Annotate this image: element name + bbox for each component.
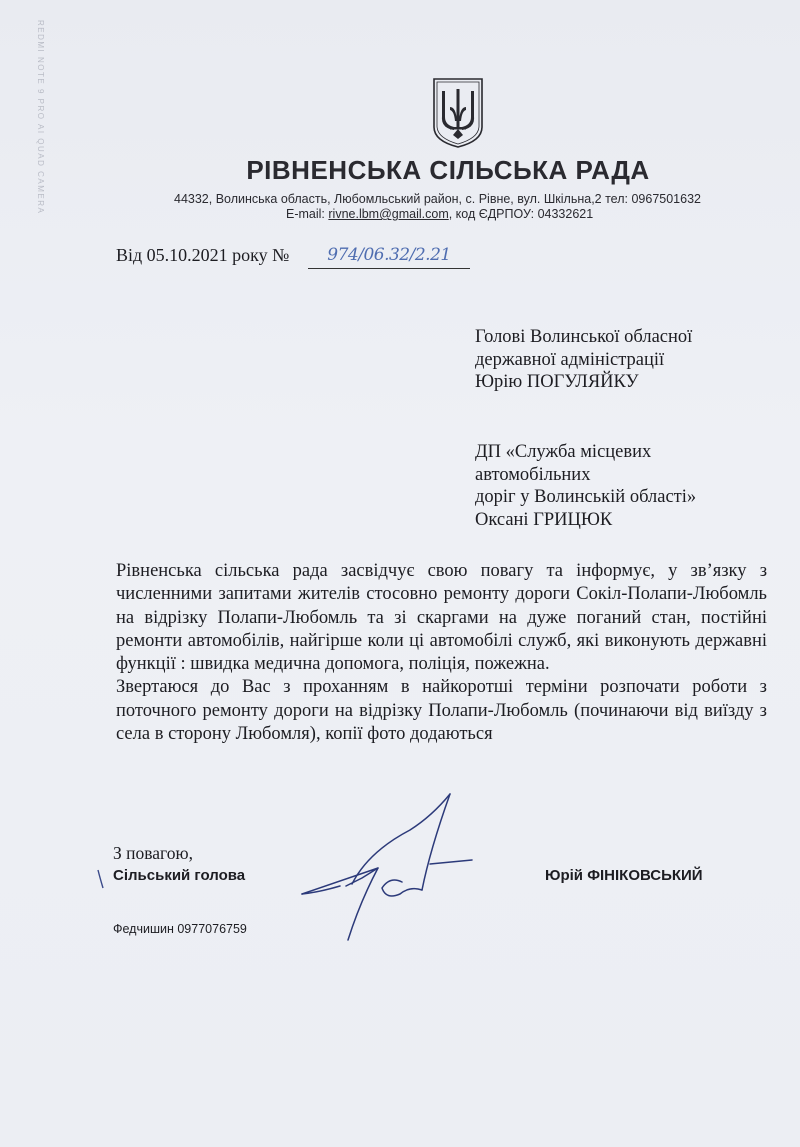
body-paragraph: Рівненська сільська рада засвідчує свою повагу та інформує, у зв’язку з численними запитами жителів стосовно ремонту дороги Сокіл-Полапи-Любомль на відрізку Полапи-Любомль та зі скаргами на дуже поганий стан, постійні ремонти автомобілів, найгірше коли ці автомобілі служб, які виконують державні функції : швидка медична допомога, поліція, пожежна. [116,561,767,675]
signer-role: Сільський голова [113,867,246,884]
edrpou-code: , код ЄДРПОУ: 04332621 [448,207,594,221]
pen-mark-icon [95,868,107,890]
addressee-line: Оксані ГРИЦЮК [475,509,613,530]
letter-body [116,560,767,746]
address-line: 44332, Волинська область, Любомльський район, с. Рівне, вул. Шкільна,2 тел: 0967501632 [174,192,701,206]
addressee-line: доріг у Волинській області» [475,487,697,507]
organization-name: РІВНЕНСЬКА СІЛЬСЬКА РАДА [246,155,650,185]
signer-name: Юрій ФІНІКОВСЬКИЙ [545,867,703,884]
addressee-line: ДП «Служба місцевих [475,442,652,462]
addressee-road-service [475,441,696,531]
camera-type: AI QUAD CAMERA [36,124,45,215]
email-label: E-mail: [286,207,329,221]
body-paragraph: Звертаюся до Вас з проханням в найкоротші терміни розпочати роботи з поточного ремонту дороги на відрізку Полапи-Любомль (починаючи від виїзду з села в сторону Любомля), копії фото додаються [116,677,767,745]
addressee-line: державної адміністрації [475,349,665,370]
addressee-line: Юрію ПОГУЛЯЙКУ [475,372,639,392]
closing-regards: З повагою, [113,843,193,863]
registration-number: 974/06.32/2.21 [308,244,470,269]
addressee-line: автомобільних [475,464,591,485]
email-link[interactable]: rivne.lbm@gmail.com [328,207,449,221]
trident-emblem-icon [432,77,484,149]
handwritten-signature [290,790,490,950]
executor-contact: Федчишин 0977076759 [113,922,247,936]
camera-model: REDMI NOTE 9 PRO [36,20,45,121]
addressee-governor [475,326,692,394]
contact-line [286,207,593,221]
addressee-line: Голові Волинської обласної [475,327,693,347]
outgoing-date: Від 05.10.2021 року № [116,245,290,265]
